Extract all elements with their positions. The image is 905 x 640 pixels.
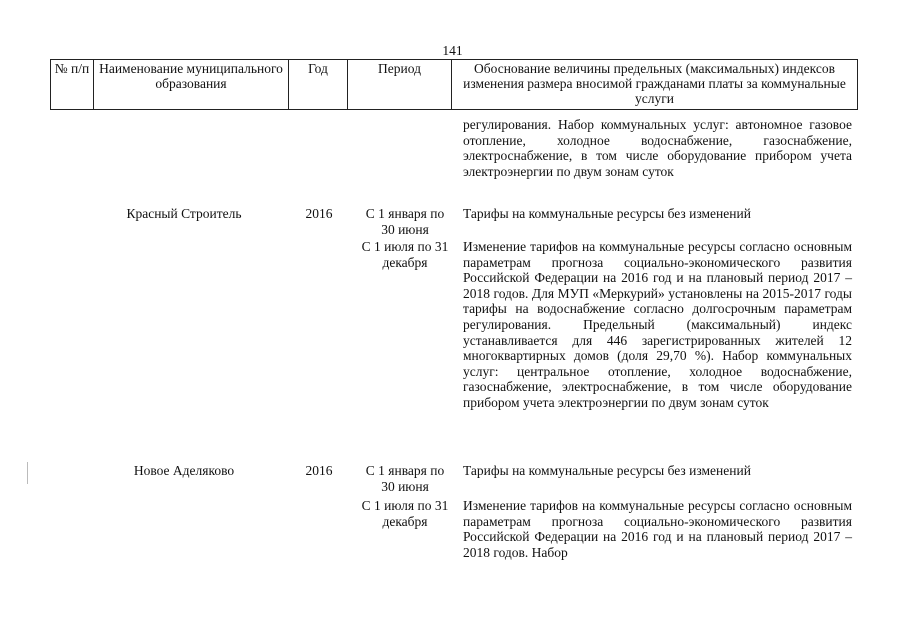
- row-text-second-half: Изменение тарифов на коммунальные ресурсы согласно основным параметрам прогноза социально-экономического развития Российской Федерации на 2016 год и на плановый период 2017 – 2018 годов. Для МУП «Меркурий» установлены на 2015-2017 годы тарифы на водоснабжение согласно долгосрочным параметрам регулирования. Предельный (максимальный) индекс устанавливается для 446 зарегистрированных жителей 12 многоквартирных домов (доля 29,70 %). Набор коммунальных услуг: центральное отопление, холодное водоснабжение, газоснабжение, электроснабжение, в том числе оборудование прибором учета электроэнергии по двум зонам суток: [463, 239, 852, 410]
- row-text-first-half: Тарифы на коммунальные ресурсы без изменений: [463, 206, 751, 221]
- row-period-second-half: С 1 июля по 31 декабря: [361, 239, 449, 270]
- carryover-text: регулирования. Набор коммунальных услуг: автономное газовое отопление, холодное водоснабжение, газоснабжение, электроснабжение, в том числе оборудование прибором учета электроэнергии по двум зонам суток: [463, 117, 852, 179]
- row-period-first-half: С 1 января по 30 июня: [365, 463, 445, 494]
- header-name: Наименование муниципального образования: [94, 60, 289, 110]
- header-justification: Обоснование величины предельных (максимальных) индексов изменения размера вносимой гражданами платы за коммунальные услуги: [452, 60, 858, 110]
- row-year: 2016: [305, 206, 333, 221]
- row-text-first-half: Тарифы на коммунальные ресурсы без изменений: [463, 463, 751, 478]
- row-period-first-half: С 1 января по 30 июня: [365, 206, 445, 237]
- row-name: Красный Строитель: [126, 206, 242, 221]
- row-text-second-half: Изменение тарифов на коммунальные ресурсы согласно основным параметрам прогноза социально-экономического развития Российской Федерации на 2016 год и на плановый период 2017 – 2018 годов. Набор: [463, 498, 852, 560]
- row-name: Новое Аделяково: [133, 463, 235, 478]
- table-header: [50, 59, 858, 110]
- header-period: Период: [348, 60, 452, 110]
- header-num: № п/п: [51, 60, 94, 110]
- row-period-second-half: С 1 июля по 31 декабря: [361, 498, 449, 529]
- header-year: Год: [289, 60, 348, 110]
- page-number: 141: [442, 43, 463, 58]
- header-row: [51, 60, 858, 110]
- margin-mark: [27, 462, 28, 484]
- row-year: 2016: [305, 463, 333, 478]
